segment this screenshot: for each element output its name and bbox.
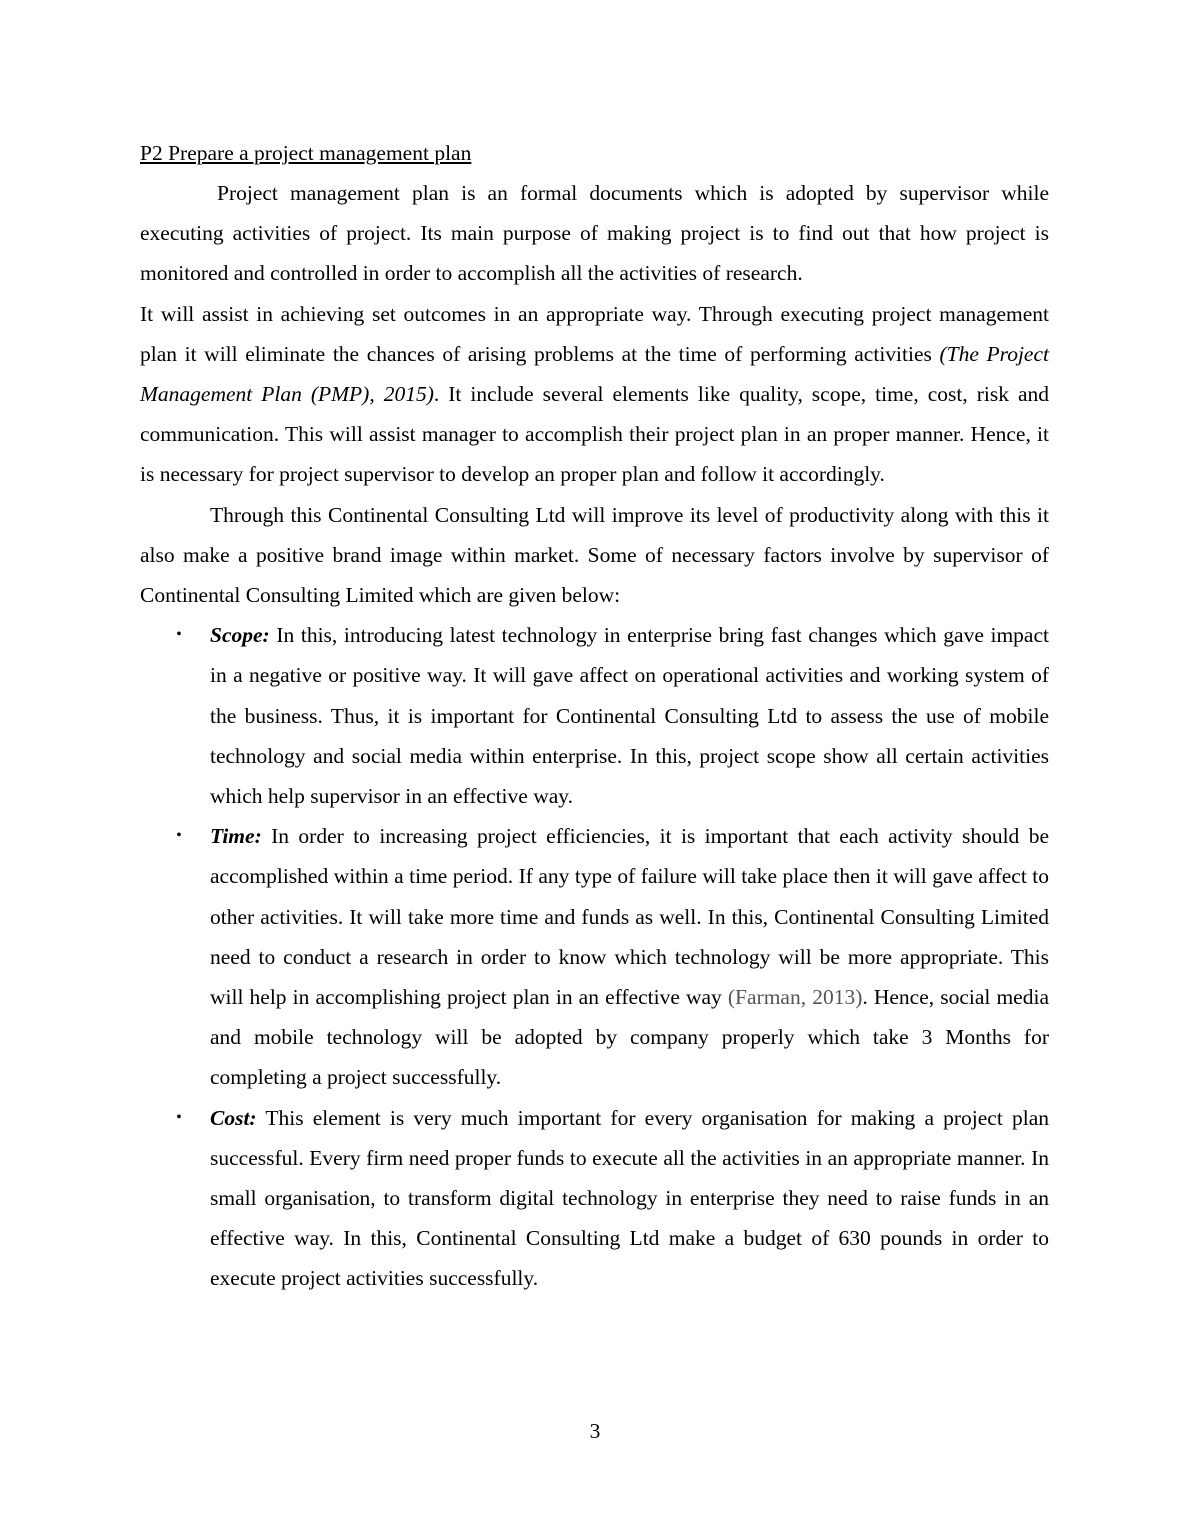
intro-paragraph: Project management plan is an formal documents which is adopted by supervisor while executing activities of project. Its main purpose of making project is to find out that how project is monitored and controlled in order to accomplish all the activities of research.: [140, 181, 1049, 286]
factors-intro-paragraph: Through this Continental Consulting Ltd will improve its level of productivity along with this it also make a positive brand image within market. Some of necessary factors involve by supervisor of Continental Consulting Limited which are given below:: [140, 502, 1049, 608]
factor-description: In order to increasing project efficiencies, it is important that each activity should be accomplished within a time period. If any type of failure will take place then it will gave affect to other activities. It will take more time and funds as well. In this, Continental Consulting Limited need to conduct a research in order to know which technology will be more appropriate. This will help in accomplishing project plan in an effective way: [210, 824, 1049, 1010]
list-item-scope: [140, 615, 1049, 816]
factor-description-continued: . Hence, social media and mobile technology will be adopted by company properly which take 3 Months for completing a project successfully.: [210, 985, 1049, 1090]
elements-paragraph-text-continued: . It include several elements like quality, scope, time, cost, risk and communication. This will assist manager to accomplish their project plan in an proper manner. Hence, it is necessary for project supervisor to develop an proper plan and follow it accordingly.: [140, 382, 1049, 487]
factor-term: Scope:: [210, 623, 270, 648]
section-heading: P2 Prepare a project management plan: [140, 141, 472, 165]
document-page: [140, 137, 1049, 1299]
bullet-icon: •: [176, 827, 182, 845]
elements-paragraph-text: It will assist in achieving set outcomes in an appropriate way. Through executing project management plan it will eliminate the chances of arising problems at the time of performing activities: [140, 301, 1049, 366]
page-number: 3: [589, 1419, 601, 1443]
list-item-cost: [140, 1098, 1049, 1299]
factor-description: In this, introducing latest technology in enterprise bring fast changes which gave impact in a negative or positive way. It will gave affect on operational activities and working system of the business. Thus, it is important for Continental Consulting Ltd to assess the use of mobile technology and social media within enterprise. In this, project scope show all certain activities which help supervisor in an effective way.: [210, 623, 1049, 809]
factor-description: This element is very much important for every organisation for making a project plan successful. Every firm need proper funds to execute all the activities in an appropriate manner. In small organisation, to transform digital technology in enterprise they need to raise funds in an effective way. In this, Continental Consulting Ltd make a budget of 630 pounds in order to execute project activities successfully.: [210, 1105, 1049, 1291]
pmp-citation: (The Project Management Plan (PMP), 2015): [140, 341, 1049, 407]
factor-term: Cost:: [210, 1105, 257, 1130]
elements-paragraph: [140, 294, 1049, 495]
bullet-icon: •: [176, 1108, 182, 1126]
bullet-icon: •: [176, 626, 182, 644]
farman-citation: (Farman, 2013): [727, 985, 863, 1010]
factor-term: Time:: [210, 824, 262, 849]
factors-list: [140, 615, 1049, 1298]
list-item-time: [140, 816, 1049, 1097]
